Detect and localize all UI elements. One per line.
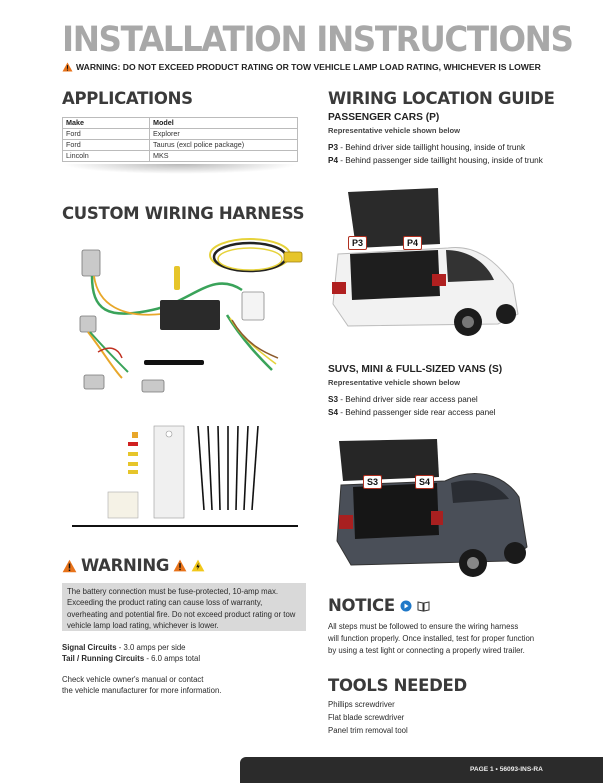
warning-heading-row xyxy=(62,556,205,575)
harness-kit-image xyxy=(62,230,312,540)
signal-circuits-label: Signal Circuits xyxy=(62,643,117,652)
table-header-row xyxy=(63,118,298,129)
suv-title: SUVS, MINI & FULL-SIZED VANS (S) xyxy=(328,364,503,375)
location-text: - Behind passenger side rear access panel xyxy=(338,408,496,417)
tail-circuits-line xyxy=(62,653,200,664)
table-shadow xyxy=(62,164,298,174)
warning-heading: WARNING xyxy=(81,556,170,575)
location-text: - Behind driver side rear access panel xyxy=(338,395,478,404)
cell-model: Explorer xyxy=(150,129,298,140)
document-number: 56093-INS-RA xyxy=(499,766,543,773)
applications-table-wrap xyxy=(62,117,298,162)
location-code: P4 xyxy=(328,156,339,165)
signal-circuits-value: - 3.0 amps per side xyxy=(116,643,186,652)
suv-image xyxy=(333,437,533,582)
footer-text xyxy=(470,766,543,773)
signal-circuits-line xyxy=(62,642,186,653)
header-warning xyxy=(62,62,541,72)
tool-item: Flat blade screwdriver xyxy=(328,713,405,722)
footer-separator: • xyxy=(495,766,500,773)
tag-p4: P4 xyxy=(403,236,422,250)
passenger-cars-title: PASSENGER CARS (P) xyxy=(328,112,440,123)
passenger-cars-subtitle: Representative vehicle shown below xyxy=(328,126,461,135)
warning-icon xyxy=(173,559,187,572)
notice-line-2: will function properly. Once installed, test for proper function xyxy=(328,634,535,643)
warning-box: The battery connection must be fuse-protected, 10-amp max. Exceeding the product rating can cause loss of warranty, overheating and potential fire. Do not exceed product rating or tow vehicle lamp load rating, whichever is lower. xyxy=(62,583,306,631)
page-title: INSTALLATION INSTRUCTIONS xyxy=(62,20,573,60)
harness-heading: CUSTOM WIRING HARNESS xyxy=(62,204,305,223)
tail-circuits-value: - 6.0 amps total xyxy=(144,654,201,663)
page-number: PAGE 1 xyxy=(470,766,494,773)
warning-icon xyxy=(62,62,73,72)
tag-s3: S3 xyxy=(363,475,382,489)
table-row xyxy=(63,129,298,140)
notice-line-3: by using a test light or connecting a properly wired trailer. xyxy=(328,646,525,655)
manual-book-icon xyxy=(417,600,430,612)
cell-make: Lincoln xyxy=(63,151,150,162)
table-row xyxy=(63,140,298,151)
header-warning-text: WARNING: DO NOT EXCEED PRODUCT RATING OR TOW VEHICLE LAMP LOAD RATING, WHICHEVER IS LOWER xyxy=(76,62,541,72)
tools-heading: TOOLS NEEDED xyxy=(328,676,467,695)
location-p4 xyxy=(328,156,543,165)
table-row xyxy=(63,151,298,162)
suv-subtitle: Representative vehicle shown below xyxy=(328,378,461,387)
hatchback-illustration xyxy=(328,184,523,344)
wiring-guide-heading: WIRING LOCATION GUIDE xyxy=(328,89,555,108)
location-p3 xyxy=(328,143,525,152)
location-code: P3 xyxy=(328,143,339,152)
video-icon xyxy=(400,600,412,612)
note-line-1: Check vehicle owner's manual or contact xyxy=(62,675,204,684)
location-s3 xyxy=(328,395,478,404)
suv-illustration xyxy=(333,437,533,582)
notice-heading: NOTICE xyxy=(328,596,395,615)
note-line-2: the vehicle manufacturer for more information. xyxy=(62,686,222,695)
cell-make: Ford xyxy=(63,140,150,151)
cell-model: Taurus (excl police package) xyxy=(150,140,298,151)
location-text: - Behind driver side taillight housing, inside of trunk xyxy=(338,143,526,152)
tool-item: Phillips screwdriver xyxy=(328,700,395,709)
notice-heading-row xyxy=(328,596,430,615)
applications-table xyxy=(62,117,298,162)
tag-s4: S4 xyxy=(415,475,434,489)
tail-circuits-label: Tail / Running Circuits xyxy=(62,654,145,663)
passenger-car-image xyxy=(328,184,523,344)
tag-p3: P3 xyxy=(348,236,367,250)
location-text: - Behind passenger side taillight housing, inside of trunk xyxy=(338,156,543,165)
cell-make: Ford xyxy=(63,129,150,140)
warning-icon xyxy=(62,559,77,573)
location-code: S3 xyxy=(328,395,339,404)
footer-bar xyxy=(240,757,603,783)
location-code: S4 xyxy=(328,408,339,417)
tool-item: Panel trim removal tool xyxy=(328,726,408,735)
notice-line-1: All steps must be followed to ensure the wiring harness xyxy=(328,622,519,631)
column-header-model: Model xyxy=(150,118,298,129)
applications-heading: APPLICATIONS xyxy=(62,89,193,108)
location-s4 xyxy=(328,408,496,417)
column-header-make: Make xyxy=(63,118,150,129)
electrical-hazard-icon xyxy=(191,559,205,572)
cell-model: MKS xyxy=(150,151,298,162)
